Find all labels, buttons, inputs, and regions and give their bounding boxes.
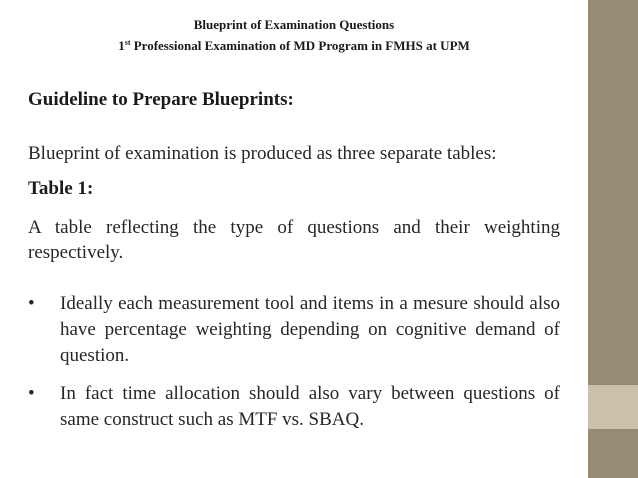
intro-text: Blueprint of examination is produced as three separate tables:	[28, 143, 497, 164]
bullet-text: Ideally each measurement tool and items in a mesure should also have percentage weighting depending on cognitive demand of question.	[60, 293, 560, 366]
table1-heading: Table 1:	[28, 178, 94, 199]
slide-title: Blueprint of Examination Questions	[193, 17, 395, 32]
table1-description: A table reflecting the type of questions and their weighting respectively.	[28, 217, 560, 263]
bullet-item	[28, 381, 560, 433]
bullet-text: In fact time allocation should also vary between questions of same construct such as MTF vs. SBAQ.	[60, 383, 560, 430]
subtitle-text: Professional Examination of MD Program in FMHS at UPM	[130, 38, 470, 53]
bullet-item	[28, 291, 560, 369]
slide-subtitle	[20, 37, 568, 55]
bullet-marker: •	[28, 383, 35, 404]
sidebar-block-accent	[588, 385, 638, 429]
subtitle-ordinal-suffix: st	[124, 38, 131, 47]
sidebar-block-bottom	[588, 429, 638, 478]
subtitle-ordinal: 1	[118, 38, 125, 53]
sidebar-block-top	[588, 0, 638, 385]
bullet-marker: •	[28, 293, 35, 314]
decorative-sidebar	[588, 0, 638, 478]
guideline-heading: Guideline to Prepare Blueprints:	[28, 89, 294, 110]
